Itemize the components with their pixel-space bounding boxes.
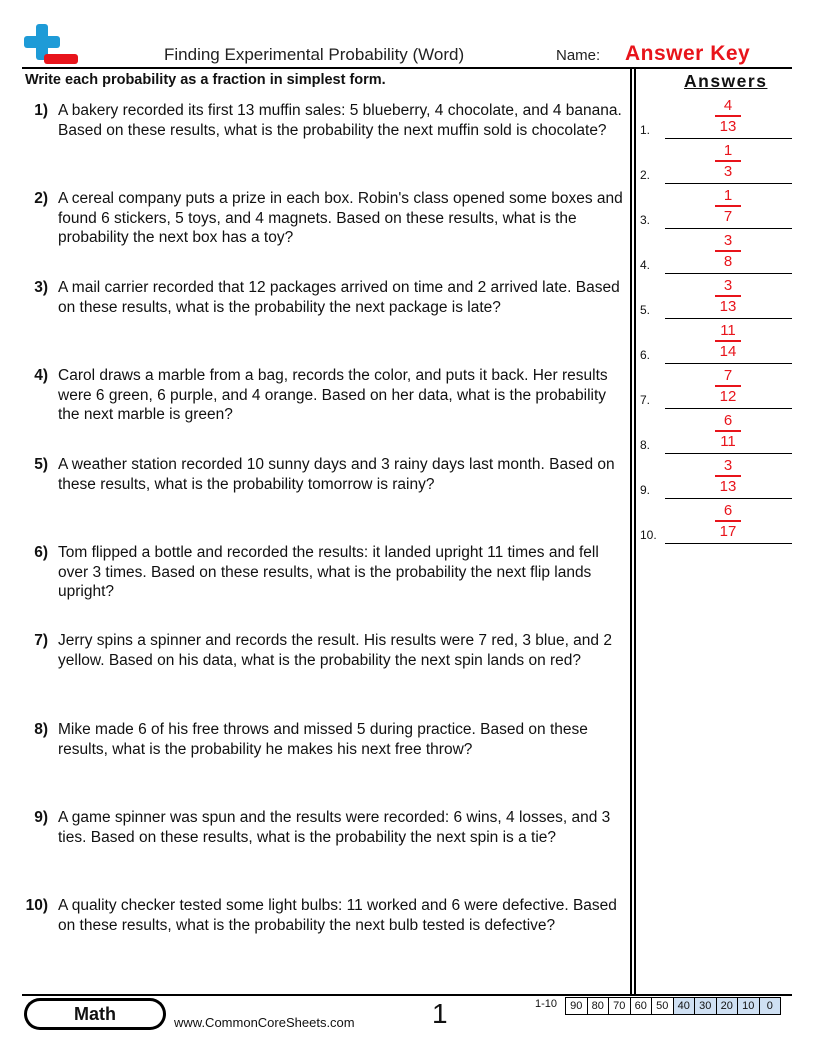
answers-heading: Answers xyxy=(684,71,768,91)
fraction-bar xyxy=(715,295,741,297)
answer-line xyxy=(665,498,792,499)
answer-line xyxy=(665,318,792,319)
question-number: 2) xyxy=(34,190,48,207)
answer-line xyxy=(665,273,792,274)
score-cell: 60 xyxy=(630,998,652,1014)
question-number: 3) xyxy=(34,279,48,296)
score-cell: 40 xyxy=(673,998,695,1014)
fraction-numerator: 3 xyxy=(723,232,733,249)
fraction-bar xyxy=(715,205,741,207)
score-range-label: 1-10 xyxy=(535,998,558,1010)
score-cell: 20 xyxy=(716,998,738,1014)
question-number: 9) xyxy=(34,809,48,826)
fraction-denominator: 7 xyxy=(723,207,733,225)
score-table xyxy=(565,997,781,1015)
fraction-bar xyxy=(715,520,741,522)
answer-number: 3. xyxy=(640,213,651,227)
question-text: A bakery recorded its first 13 muffin sales: 5 blueberry, 4 chocolate, and 4 banana. Based on these results, what is the probability the next muffin sold is chocolate? xyxy=(58,102,622,139)
answer-line xyxy=(665,228,792,229)
fraction-numerator: 4 xyxy=(723,97,733,114)
footer-divider xyxy=(22,994,792,996)
answer-line xyxy=(665,363,792,364)
answer-number: 2. xyxy=(640,168,651,182)
answer-fraction xyxy=(715,322,741,360)
fraction-bar xyxy=(715,250,741,252)
answer-row xyxy=(640,96,792,140)
website-link[interactable]: www.CommonCoreSheets.com xyxy=(174,1015,355,1030)
fraction-numerator: 3 xyxy=(723,457,733,474)
answer-row xyxy=(640,456,792,500)
answer-number: 7. xyxy=(640,393,651,407)
question-number: 6) xyxy=(34,544,48,561)
fraction-numerator: 6 xyxy=(723,412,733,429)
question-text: Mike made 6 of his free throws and missed 5 during practice. Based on these results, what is the probability he makes his next free throw? xyxy=(58,721,588,758)
answer-fraction xyxy=(715,97,741,135)
answer-row xyxy=(640,501,792,545)
fraction-numerator: 11 xyxy=(720,322,736,339)
fraction-denominator: 12 xyxy=(719,387,737,405)
answer-fraction xyxy=(715,457,741,495)
answer-row xyxy=(640,141,792,185)
score-cell: 80 xyxy=(587,998,609,1014)
answer-number: 9. xyxy=(640,483,651,497)
question-number: 10) xyxy=(25,897,48,914)
subject-label: Math xyxy=(27,1001,163,1027)
question-number: 8) xyxy=(34,721,48,738)
worksheet-title: Finding Experimental Probability (Word) xyxy=(164,45,465,64)
fraction-bar xyxy=(715,340,741,342)
fraction-numerator: 7 xyxy=(723,367,733,384)
answer-number: 10. xyxy=(640,528,657,542)
answer-line xyxy=(665,408,792,409)
answer-row xyxy=(640,276,792,320)
question-number: 5) xyxy=(34,456,48,473)
answer-key-label: Answer Key xyxy=(625,42,751,65)
question-text: A cereal company puts a prize in each box. Robin's class opened some boxes and found 6 stickers, 5 toys, and 4 magnets. Based on these results, what is the probability the next box has a toy? xyxy=(58,190,623,246)
answer-row xyxy=(640,186,792,230)
answer-line xyxy=(665,138,792,139)
question-number: 7) xyxy=(34,632,48,649)
fraction-numerator: 1 xyxy=(723,187,733,204)
fraction-denominator: 11 xyxy=(720,432,736,450)
fraction-bar xyxy=(715,475,741,477)
score-cell: 0 xyxy=(759,998,781,1014)
score-cell: 70 xyxy=(608,998,630,1014)
answer-line xyxy=(665,183,792,184)
answer-fraction xyxy=(715,412,741,450)
column-divider xyxy=(634,67,636,994)
fraction-denominator: 3 xyxy=(723,162,733,180)
fraction-numerator: 3 xyxy=(723,277,733,294)
score-cell: 30 xyxy=(694,998,716,1014)
answer-number: 8. xyxy=(640,438,651,452)
subject-badge xyxy=(24,998,166,1030)
answer-row xyxy=(640,366,792,410)
answer-fraction xyxy=(715,187,741,225)
question-text: Jerry spins a spinner and records the result. His results were 7 red, 3 blue, and 2 yellow. Based on his data, what is the probability the next spin lands on red? xyxy=(58,632,612,669)
fraction-denominator: 17 xyxy=(719,522,737,540)
answer-number: 1. xyxy=(640,123,651,137)
answer-fraction xyxy=(715,142,741,180)
question-text: A weather station recorded 10 sunny days and 3 rainy days last month. Based on these results, what is the probability tomorrow is rainy? xyxy=(58,456,615,493)
header-divider xyxy=(22,67,792,69)
answer-row xyxy=(640,321,792,365)
answer-number: 4. xyxy=(640,258,651,272)
score-cell: 90 xyxy=(570,1000,583,1012)
answer-number: 5. xyxy=(640,303,651,317)
answer-fraction xyxy=(715,367,741,405)
plus-minus-logo-icon xyxy=(22,22,80,68)
fraction-numerator: 1 xyxy=(723,142,733,159)
name-label: Name: xyxy=(556,47,601,64)
question-number: 4) xyxy=(34,367,48,384)
question-text: A quality checker tested some light bulbs: 11 worked and 6 were defective. Based on these results, what is the probability the next bulb tested is defective? xyxy=(58,897,617,934)
fraction-denominator: 8 xyxy=(723,252,733,270)
instructions: Write each probability as a fraction in simplest form. xyxy=(25,72,386,88)
fraction-denominator: 13 xyxy=(719,477,737,495)
fraction-denominator: 13 xyxy=(719,117,737,135)
question-number: 1) xyxy=(34,102,48,119)
fraction-bar xyxy=(715,115,741,117)
page-number: 1 xyxy=(432,998,448,1029)
fraction-bar xyxy=(715,160,741,162)
answer-number: 6. xyxy=(640,348,651,362)
answer-line xyxy=(665,453,792,454)
fraction-denominator: 13 xyxy=(719,297,737,315)
question-text: A mail carrier recorded that 12 packages arrived on time and 2 arrived late. Based on these results, what is the probability the next package is late? xyxy=(58,279,620,316)
question-text: A game spinner was spun and the results were recorded: 6 wins, 4 losses, and 3 ties. Based on these results, what is the probability the next spin is a tie? xyxy=(58,809,611,846)
answer-row xyxy=(640,231,792,275)
fraction-numerator: 6 xyxy=(723,502,733,519)
question-text: Tom flipped a bottle and recorded the results: it landed upright 11 times and fell over 3 times. Based on these results, what is the probability the next flip lands upright? xyxy=(58,544,599,600)
column-divider xyxy=(630,67,632,994)
answer-line xyxy=(665,543,792,544)
answer-row xyxy=(640,411,792,455)
fraction-bar xyxy=(715,430,741,432)
score-cell: 10 xyxy=(737,998,759,1014)
answer-fraction xyxy=(715,232,741,270)
question-text: Carol draws a marble from a bag, records the color, and puts it back. Her results were 6 green, 6 purple, and 4 orange. Based on her data, what is the probability the next marble is green? xyxy=(58,367,608,423)
answer-fraction xyxy=(715,277,741,315)
score-cell: 50 xyxy=(651,998,673,1014)
fraction-bar xyxy=(715,385,741,387)
answer-fraction xyxy=(715,502,741,540)
fraction-denominator: 14 xyxy=(719,342,737,360)
